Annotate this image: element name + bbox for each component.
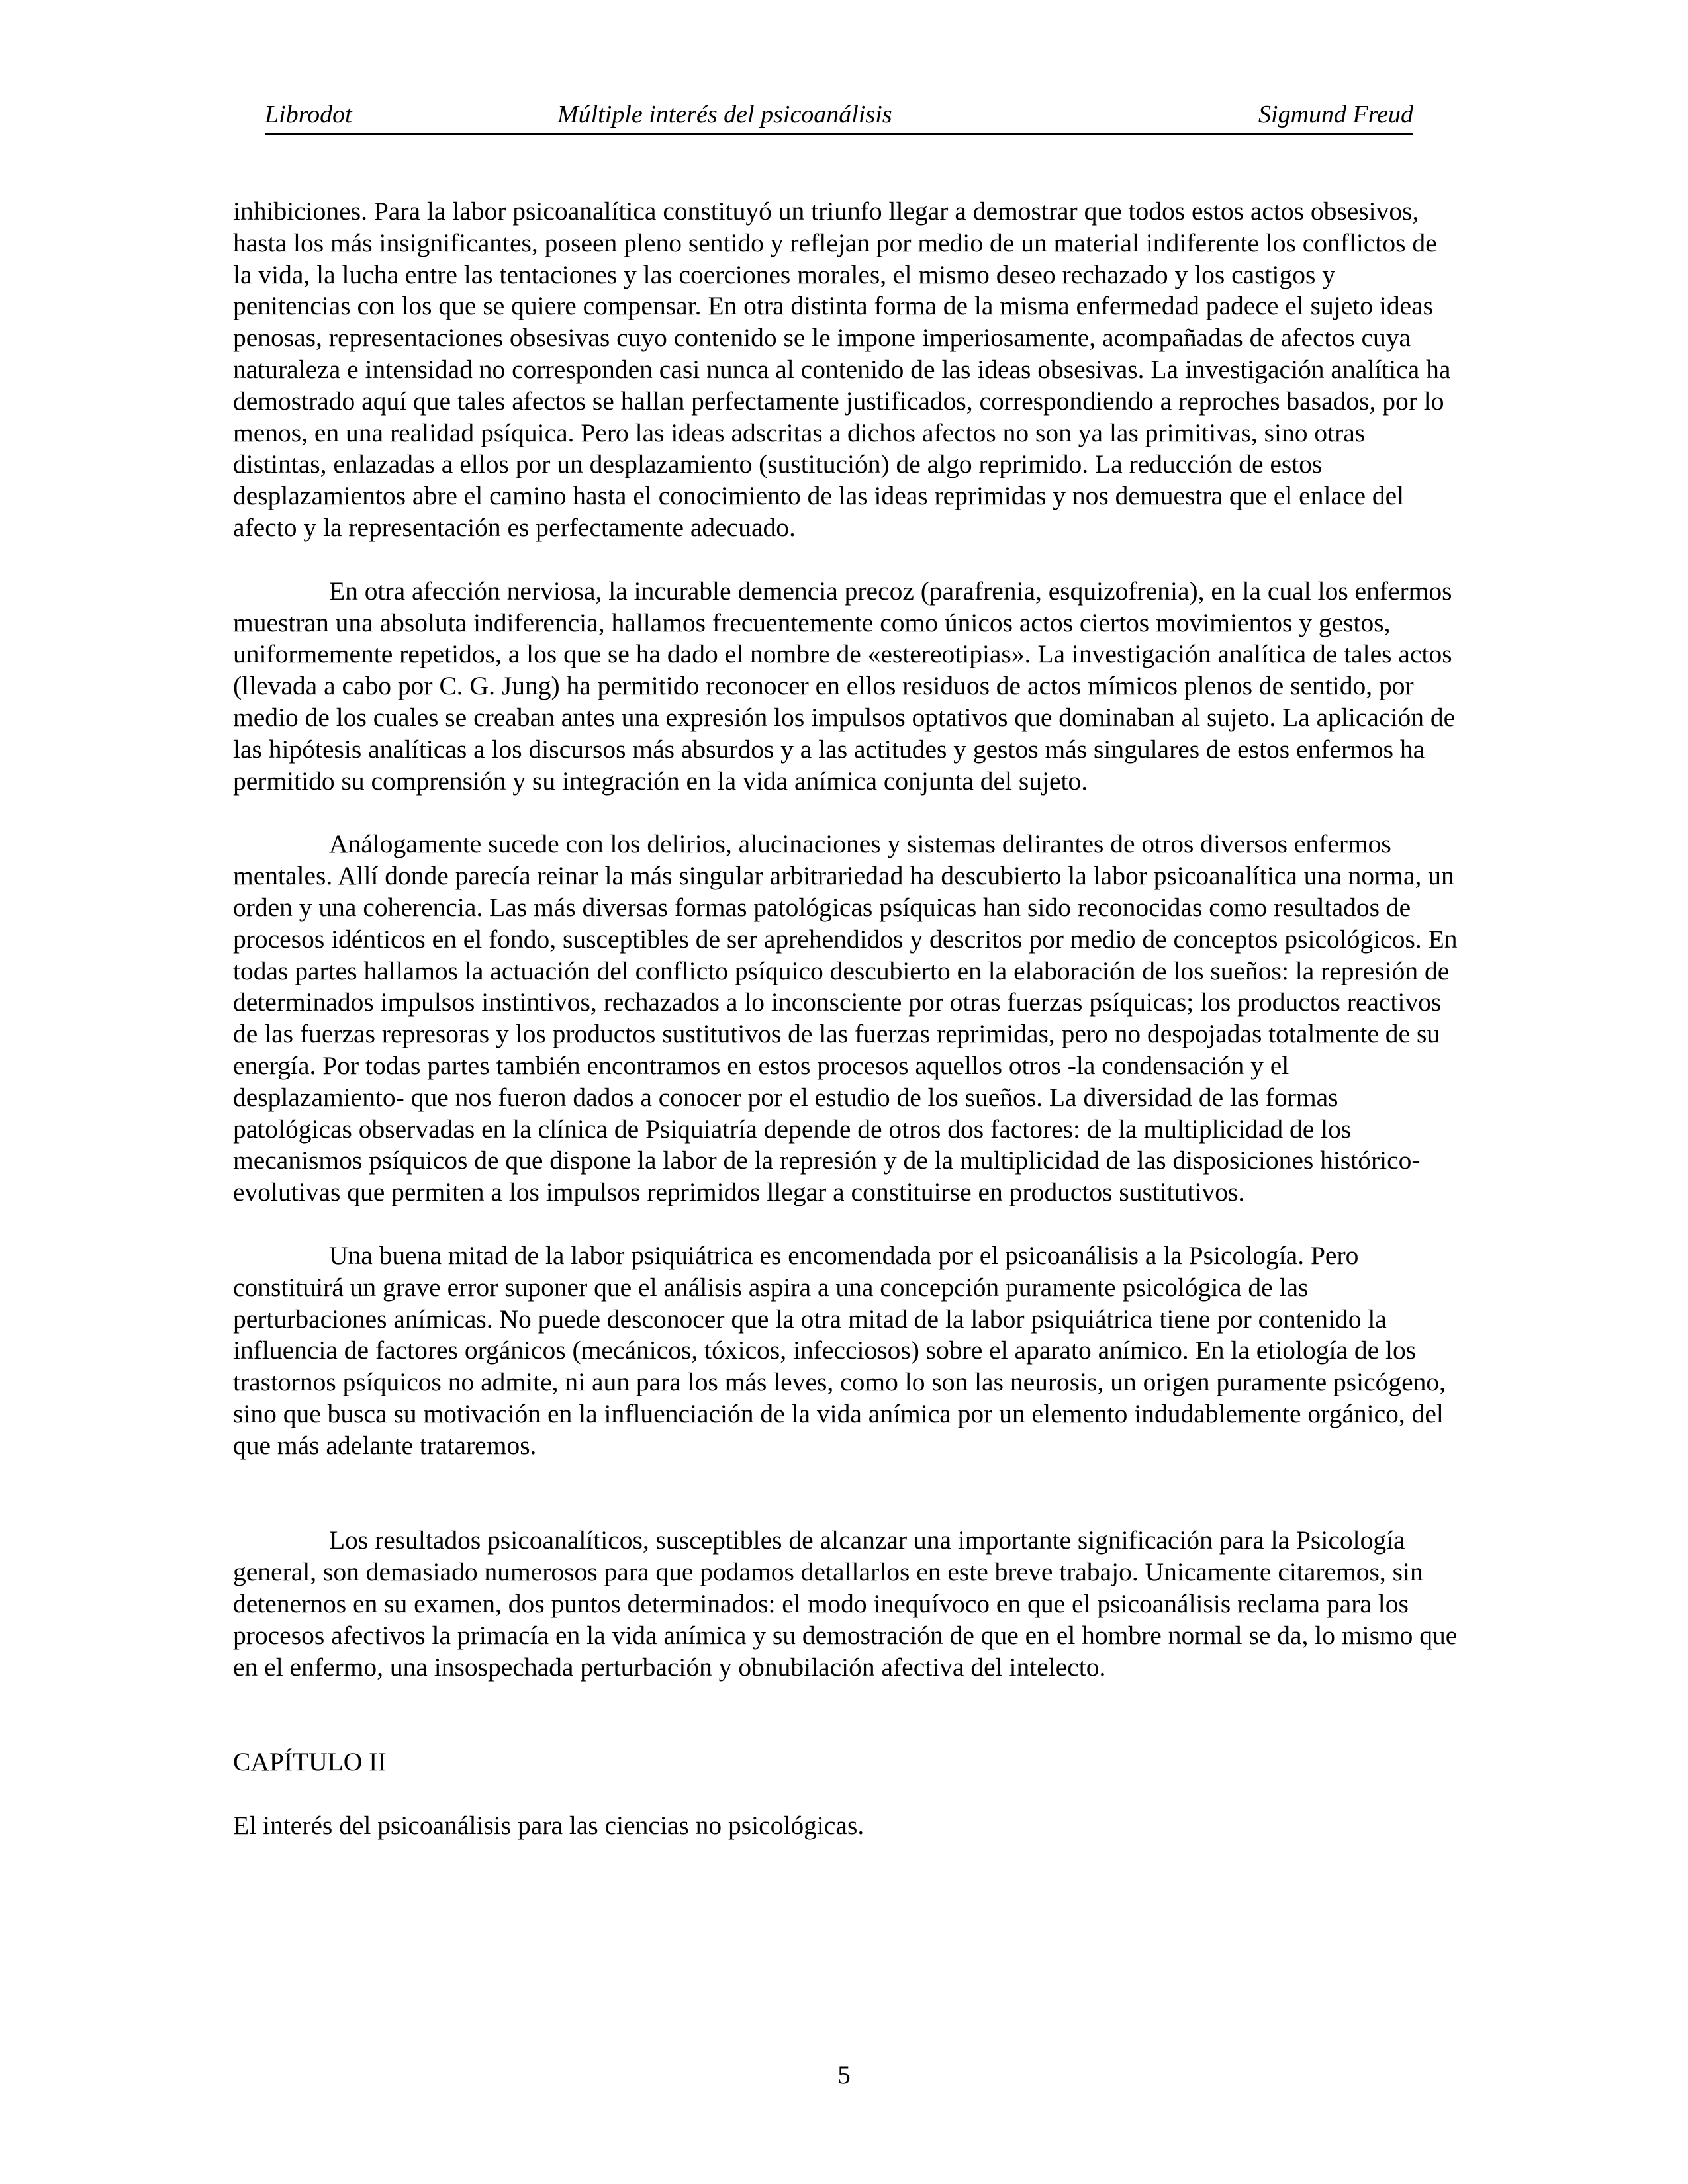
header-source: Librodot	[265, 101, 352, 128]
chapter-heading: CAPÍTULO II	[233, 1747, 387, 1777]
chapter-subtitle: El interés del psicoanálisis para las ciencias no psicológicas.	[233, 1811, 865, 1841]
paragraph-delirios: Análogamente sucede con los delirios, alucinaciones y sistemas delirantes de otros diversos enfermos mentales. Allí donde parecía reinar la más singular arbitrariedad ha descubierto la labor psicoanalítica una norma, un orden y una coherencia. Las más diversas formas patológicas psíquicas han sido reconocidas como resultados de procesos idénticos en el fondo, susceptibles de ser aprehendidos y descritos por medio de conceptos psicológicos. En todas partes hallamos la actuación del conflicto psíquico descubierto en la elaboración de los sueños: la represión de determinados impulsos instintivos, rechazados a lo inconsciente por otras fuerzas psíquicas; los productos reactivos de las fuerzas represoras y los productos sustitutivos de las fuerzas reprimidas, pero no despojadas totalmente de su energía. Por todas partes también encontramos en estos procesos aquellos otros -la condensación y el desplazamiento- que nos fueron dados a conocer por el estudio de los sueños. La diversidad de las formas patológicas observadas en la clínica de Psiquiatría depende de otros dos factores: de la multiplicidad de los mecanismos psíquicos de que dispone la labor de la represión y de la multiplicidad de las disposiciones histórico-evolutivas que permiten a los impulsos reprimidos llegar a constituirse en productos sustitutivos.	[233, 829, 1458, 1207]
header-title: Múltiple interés del psicoanálisis	[557, 101, 892, 128]
paragraph-resultados: Los resultados psicoanalíticos, susceptibles de alcanzar una importante significación para la Psicología general, son demasiado numerosos para que podamos detallarlos en este breve trabajo. Unicamente citaremos, sin detenernos en su examen, dos puntos determinados: el modo inequívoco en que el psicoanálisis reclama para los procesos afectivos la primacía en la vida anímica y su demostración de que en el hombre normal se da, lo mismo que en el enfermo, una insospechada perturbación y obnubilación afectiva del intelecto.	[233, 1525, 1458, 1682]
paragraph-continuation: inhibiciones. Para la labor psicoanalítica constituyó un triunfo llegar a demostrar que todos estos actos obsesivos, hasta los más insignificantes, poseen pleno sentido y reflejan por medio de un material indiferente los conflictos de la vida, la lucha entre las tentaciones y las coerciones morales, el mismo deseo rechazado y los castigos y penitencias con los que se quiere compensar. En otra distinta forma de la misma enfermedad padece el sujeto ideas penosas, representaciones obsesivas cuyo contenido se le impone imperiosamente, acompañadas de afectos cuya naturaleza e intensidad no corresponden casi nunca al contenido de las ideas obsesivas. La investigación analítica ha demostrado aquí que tales afectos se hallan perfectamente justificados, correspondiendo a reproches basados, por lo menos, en una realidad psíquica. Pero las ideas adscritas a dichos afectos no son ya las primitivas, sino otras distintas, enlazadas a ellos por un desplazamiento (sustitución) de algo reprimido. La reducción de estos desplazamientos abre el camino hasta el conocimiento de las ideas reprimidas y nos demuestra que el enlace del afecto y la representación es perfectamente adecuado.	[233, 197, 1451, 542]
paragraph-labor-psiquiatrica: Una buena mitad de la labor psiquiátrica es encomendada por el psicoanálisis a la Psicología. Pero constituirá un grave error suponer que el análisis aspira a una concepción puramente psicológica de las perturbaciones anímicas. No puede desconocer que la otra mitad de la labor psiquiátrica tiene por contenido la influencia de factores orgánicos (mecánicos, tóxicos, infecciosos) sobre el aparato anímico. En la etiología de los trastornos psíquicos no admite, ni aun para los más leves, como lo son las neurosis, un origen puramente psicógeno, sino que busca su motivación en la influenciación de la vida anímica por un elemento indudablemente orgánico, del que más adelante trataremos.	[233, 1240, 1446, 1460]
running-header	[265, 96, 1413, 135]
page-body	[233, 196, 1458, 1842]
page-number: 5	[837, 2061, 851, 2089]
header-author: Sigmund Freud	[1258, 101, 1413, 128]
paragraph-demencia-precoz: En otra afección nerviosa, la incurable demencia precoz (parafrenia, esquizofrenia), en la cual los enfermos muestran una absoluta indiferencia, hallamos frecuentemente como únicos actos ciertos movimientos y gestos, uniformemente repetidos, a los que se ha dado el nombre de «estereotipias». La investigación analítica de tales actos (llevada a cabo por C. G. Jung) ha permitido reconocer en ellos residuos de actos mímicos plenos de sentido, por medio de los cuales se creaban antes una expresión los impulsos optativos que dominaban al sujeto. La aplicación de las hipótesis analíticas a los discursos más absurdos y a las actitudes y gestos más singulares de estos enfermos ha permitido su comprensión y su integración en la vida anímica conjunta del sujeto.	[233, 576, 1456, 796]
